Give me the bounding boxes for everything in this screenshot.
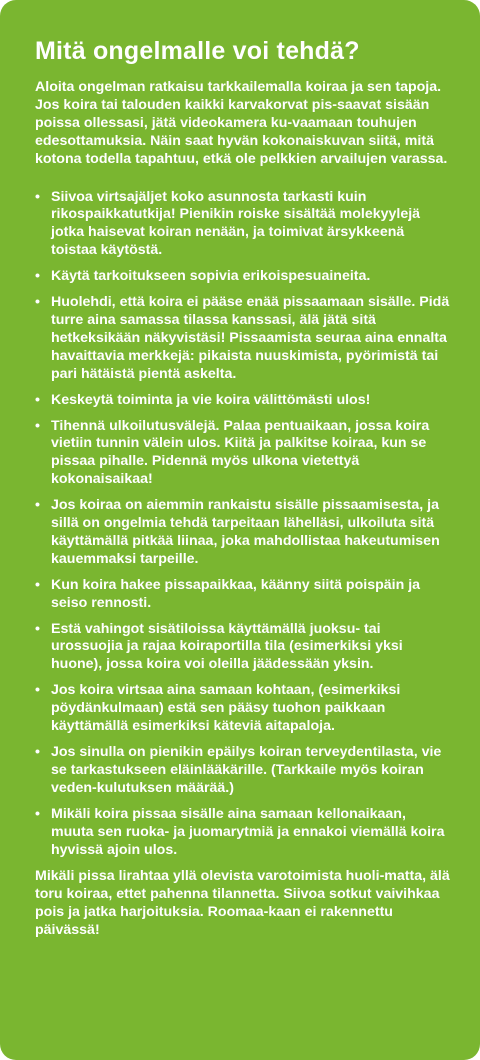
panel-title: Mitä ongelmalle voi tehdä? [35,37,360,65]
tip-item: • Jos sinulla on pienikin epäilys koiran terveydentilasta, vie se tarkastukseen eläinlääkärille. (Tarkkaile myös koiran veden-kulutuksen määrää.) [35,744,450,798]
tips-list [35,189,450,860]
intro-paragraph: Aloita ongelman ratkaisu tarkkailemalla koiraa ja sen tapoja. Jos koira tai talouden kaikki karvakorvat pis-saavat sisään poissa ollessasi, jätä videokamera ku-vaamaan touhujen edesottamuksia. Näin saat hyvän kokonaiskuvan siitä, mitä kotona todella tapahtuu, etkä ole pelkkien arvailujen varassa. [35,79,448,167]
tip-item: • Mikäli koira pissaa sisälle aina samaan kellonaikaan, muuta sen ruoka- ja juomarytmiä ja ennakoi viemällä koira hyvissä ajoin ulos. [35,806,450,860]
outro-paragraph: Mikäli pissa lirahtaa yllä olevista varotoimista huoli-matta, älä toru koiraa, ettet pahenna tilannetta. Siivoa sotkut vaivihkaa pois ja jatka harjoituksia. Roomaa-kaan ei rakennettu päivässä! [35,868,450,939]
tip-item: • Estä vahingot sisätiloissa käyttämällä juoksu- tai urossuojia ja rajaa koiraportilla tila (esimerkiksi yksi huone), jossa koira voi oleilla jäädessään yksin. [35,621,450,675]
tip-item: • Käytä tarkoitukseen sopivia erikoispesuaineita. [35,268,450,286]
tip-item: • Keskeytä toiminta ja vie koira välittömästi ulos! [35,392,450,410]
tip-item: • Tihennä ulkoilutusvälejä. Palaa pentuaikaan, jossa koira vietiin tunnin välein ulos. Kiitä ja palkitse koiraa, kun se pissaa pihalle. Pidennä myös ulkona vietettyä kokonaisaikaa! [35,418,450,490]
tip-item: • Jos koiraa on aiemmin rankaistu sisälle pissaamisesta, ja sillä on ongelmia tehdä tarpeitaan lähelläsi, ulkoiluta sitä käyttämällä pitkää liinaa, joka mahdollistaa hakeutumisen kauemmaksi tarpeille. [35,497,450,569]
tip-item: • Jos koira virtsaa aina samaan kohtaan, (esimerkiksi pöydänkulmaan) estä sen pääsy tuohon paikkaan käyttämällä esimerkiksi käteviä aitapaloja. [35,682,450,736]
tip-item: • Siivoa virtsajäljet koko asunnosta tarkasti kuin rikospaikkatutkija! Pienikin roiske sisältää molekyylejä jotka haisevat koiran nenään, ja toimivat ärsykkeenä toistaa käytöstä. [35,189,450,261]
tip-item: • Kun koira hakee pissapaikkaa, käänny siitä poispäin ja seiso rennosti. [35,577,450,613]
tip-item: • Huolehdi, että koira ei pääse enää pissaamaan sisälle. Pidä turre aina samassa tilassa kanssasi, älä jätä sitä hetkeksikään näkyvistäsi! Pissaamista seuraa aina ennalta havaittavia merkkejä: pikaista nuuskimista, pyörimistä tai pari hätäistä pientä askelta. [35,294,450,384]
